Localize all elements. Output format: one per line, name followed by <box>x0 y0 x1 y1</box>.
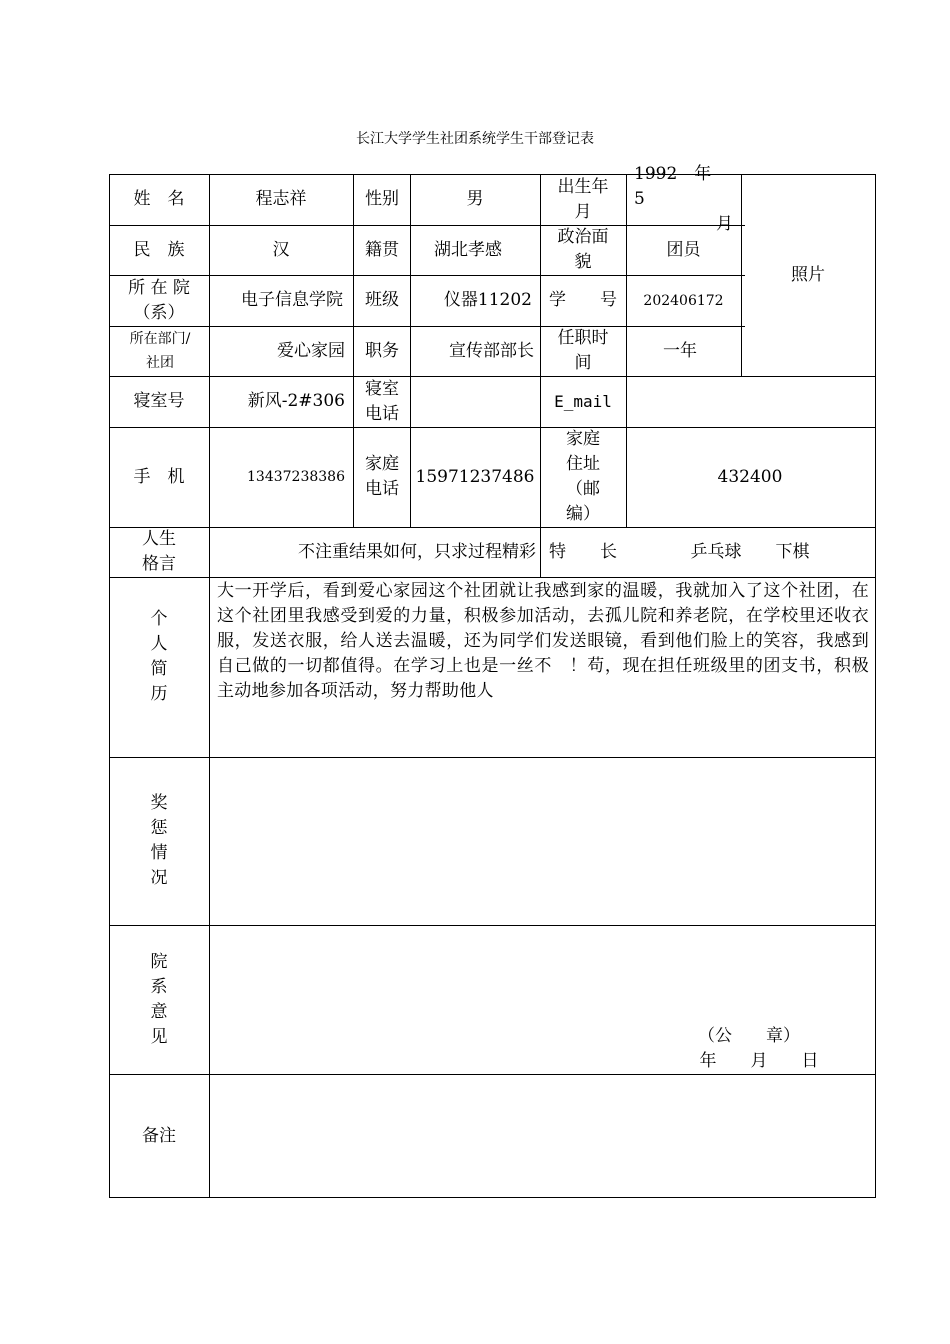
value-resume: 大一开学后，看到爱心家园这个社团就让我感到家的温暖，我就加入了这个社团，在这个社团里我感受到爱的力量，积极参加活动，去孤儿院和养老院，在学校里还收衣服，发送衣服，给人送去温暖，还为同学们发送眼镜，看到他们脸上的笑容，我感到自己做的一切都值得。在学习上也是一丝不 ！苟，现在担任班级里的团支书，积极主动地参加各项活动，努力帮助他人 <box>217 581 869 701</box>
label-native: 籍贯 <box>365 239 399 260</box>
value-date: 年 月 日 <box>699 1051 819 1071</box>
label-photo: 照片 <box>791 264 825 285</box>
value-birth-year: 1992 年 5 <box>634 164 729 209</box>
value-home-addr: 432400 <box>717 466 783 487</box>
value-political: 团员 <box>666 239 701 260</box>
value-class: 仪器11202 <box>443 290 532 310</box>
label-rewards: 奖惩情况 <box>150 793 168 888</box>
label-political: 政治面貌 <box>557 227 609 272</box>
row-line <box>109 577 876 578</box>
label-dorm: 寝室号 <box>133 391 185 411</box>
label-student-no: 学 号 <box>549 290 617 310</box>
value-native: 湖北孝感 <box>434 239 502 260</box>
label-specialty: 特 长 <box>549 541 617 562</box>
value-name: 程志祥 <box>255 189 307 209</box>
value-mobile: 13437238386 <box>247 469 345 485</box>
form-title: 长江大学学生社团系统学生干部登记表 <box>356 131 594 147</box>
label-gender: 性别 <box>365 189 399 209</box>
label-email: E_mail <box>554 392 612 411</box>
value-birth <box>626 164 741 234</box>
label-position: 职务 <box>365 340 399 361</box>
label-tenure: 任职时间 <box>557 328 609 373</box>
label-class: 班级 <box>365 290 399 310</box>
value-birth-month: 月 <box>716 214 733 234</box>
value-remarks <box>209 1074 874 1198</box>
label-birth: 出生年月 <box>557 176 609 222</box>
label-home-addr: 家庭住址（邮编） <box>566 429 600 524</box>
value-rewards <box>209 757 874 925</box>
label-home-phone: 家庭电话 <box>365 454 399 499</box>
value-position: 宣传部部长 <box>449 340 534 361</box>
col-line <box>353 174 354 527</box>
value-gender: 男 <box>466 189 484 209</box>
value-seal: （公 章） <box>698 1026 800 1046</box>
label-ethnic: 民 族 <box>133 239 185 260</box>
label-college: 所 在 院（系） <box>128 277 190 323</box>
label-opinion: 院系意见 <box>150 951 168 1047</box>
label-resume: 个人简历 <box>150 609 168 704</box>
value-dorm-phone <box>410 376 540 427</box>
value-home-phone: 15971237486 <box>415 466 535 487</box>
label-dorm-phone: 寝室电话 <box>365 378 399 424</box>
value-student-no: 202406172 <box>643 292 724 309</box>
value-motto: 不注重结果如何，只求过程精彩 <box>298 541 536 562</box>
value-college: 电子信息学院 <box>241 290 343 310</box>
value-email <box>626 376 874 427</box>
registration-form <box>109 164 876 1198</box>
label-motto: 人生格言 <box>142 529 176 574</box>
label-name: 姓 名 <box>133 189 185 209</box>
label-dept: 所在部门/社团 <box>129 331 191 371</box>
label-remarks: 备注 <box>142 1125 176 1146</box>
value-dept: 爱心家园 <box>277 340 345 361</box>
row-line <box>109 925 876 926</box>
value-ethnic: 汉 <box>272 239 290 260</box>
label-mobile: 手 机 <box>133 466 185 487</box>
value-tenure: 一年 <box>663 340 697 361</box>
col-line <box>741 174 742 376</box>
value-specialty: 乒乓球 下棋 <box>690 541 810 562</box>
value-dorm: 新风-2#306 <box>247 391 345 411</box>
